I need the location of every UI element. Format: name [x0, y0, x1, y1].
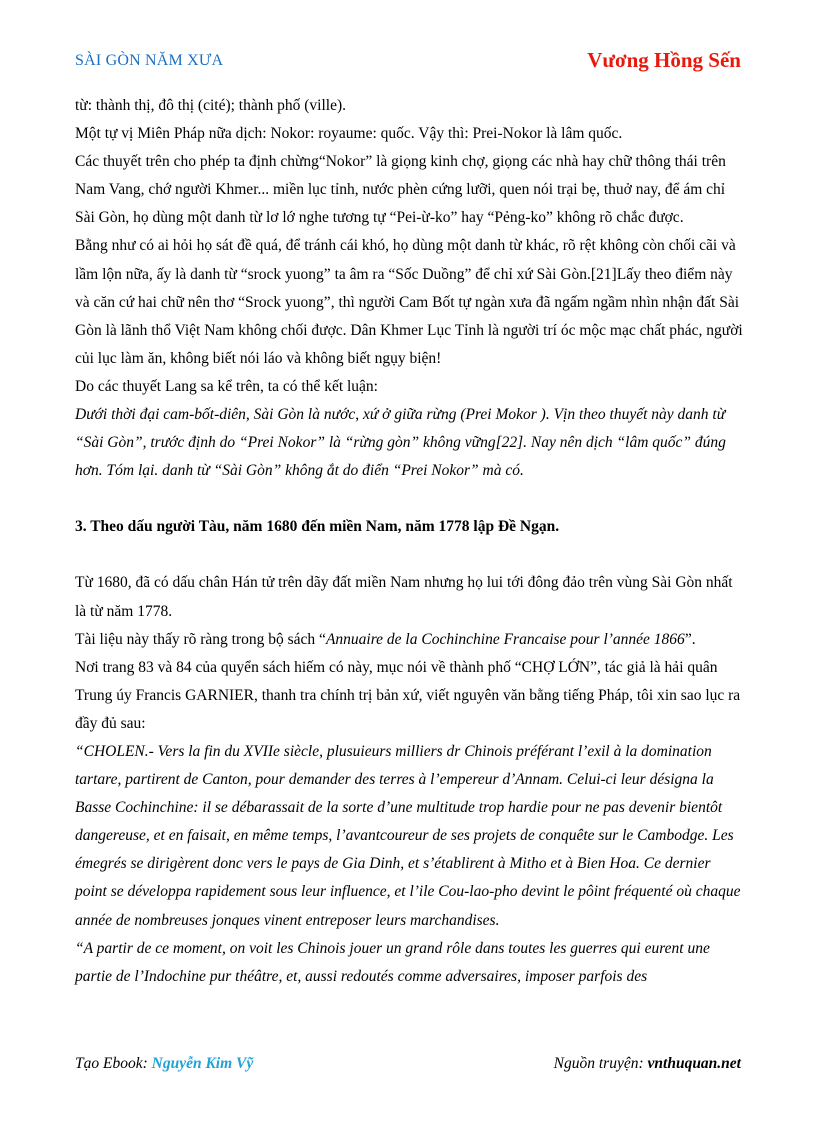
paragraph: Từ 1680, đã có dấu chân Hán tử trên dãy đất miền Nam nhưng họ lui tới đông đảo trên vùng Sài Gòn nhất là từ năm 1778. [75, 574, 733, 620]
running-header-author: Vương Hồng Sến [587, 48, 741, 72]
paragraph-text: ”. [684, 630, 696, 648]
footer-ebook-credit [75, 1055, 253, 1073]
spacer [75, 485, 743, 513]
quoted-paragraph: “A partir de ce moment, on voit les Chinois jouer un grand rôle dans toutes les guerres qui eurent une partie de l’Indochine pur théâtre, et, aussi redoutés comme adversaires, imposer parfois des [75, 939, 710, 985]
footer-ebook-name: Nguyễn Kim Vỹ [151, 1055, 254, 1072]
paragraph: Do các thuyết Lang sa kể trên, ta có thể kết luận: [75, 377, 378, 395]
footer-source-site[interactable]: vnthuquan.net [647, 1055, 741, 1072]
paragraph: từ: thành thị, đô thị (cité); thành phố (ville). [75, 97, 346, 114]
paragraph-text: Tài liệu này thấy rõ ràng trong bộ sách “ [75, 630, 326, 648]
page-body [75, 92, 743, 991]
paragraph: Nơi trang 83 và 84 của quyển sách hiếm có này, mục nói về thành phố “CHỢ LỚN”, tác giả là hải quân Trung úy Francis GARNIER, thanh tra chính trị bản xứ, viết nguyên văn bằng tiếng Pháp, tôi xin sao lục ra đầy đủ sau: [75, 658, 741, 732]
footer-separator: : [142, 1055, 152, 1072]
section-heading: 3. Theo dấu người Tàu, năm 1680 đến miền Nam, năm 1778 lập Đề Ngạn. [75, 518, 560, 536]
book-title: Annuaire de la Cochinchine Francaise pour l’année 1866 [325, 630, 685, 648]
paragraph [75, 626, 743, 654]
paragraph: Các thuyết trên cho phép ta định chừng“Nokor” là giọng kinh chợ, giọng các nhà hay chữ thông thái trên Nam Vang, chớ người Khmer... miền lục tỉnh, nước phèn cứng lưỡi, quen nói trại bẹ, thuở nay, để ám chỉ Sài Gòn, họ dùng một danh từ lơ lớ nghe tương tự “Pei-ừ-ko” hay “Pẻng-ko” không rõ chắc được. [75, 153, 726, 227]
footer-separator: : [638, 1055, 648, 1072]
paragraph: Bằng như có ai hỏi họ sát đề quá, để tránh cái khó, họ dùng một danh từ khác, rõ rệt không còn chối cãi và lầm lộn nữa, ấy là danh từ “srock yuong” ta âm ra “Sốc Duồng” để chỉ xứ Sài Gòn.[21]Lấy theo điểm này và căn cứ hai chữ nên thơ “Srock yuong”, thì người Cam Bốt tự ngàn xưa đã ngấm ngầm nhìn nhận đất Sài Gòn là lãnh thổ Việt Nam không chối được. Dân Khmer Lục Tỉnh là người trí óc mộc mạc chất phác, người củi lục làm ăn, không biết nói láo và không biết ngụy biện! [75, 237, 743, 367]
quoted-paragraph: “CHOLEN.- Vers la fin du XVIIe siècle, plusuieurs milliers dr Chinois préférant l’exil à la domination tartare, partirent de Canton, pour demander des terres à l’empereur d’Annam. Celui-ci leur désigna la Basse Cochinchine: il se débarassait de la sorte d’une multitude trop hardie pour ne pas devenir bientôt dangereuse, et en faisait, en même temps, l’avantcoureur de ses projets de conquête sur le Cambodge. Les émegrés se dirigèrent donc vers le pays de Gia Dinh, et s’établirent à Mitho et à Bien Hoa. Ce dernier point se développa rapidement sous leur influence, et l’ile Cou-lao-pho devint le pôint fréquenté où chaque année de nombreuses jonques vinent entreposer leurs marchandises. [75, 742, 741, 929]
footer-source-credit [554, 1055, 741, 1073]
running-header-title: SÀI GÒN NĂM XƯA [75, 52, 224, 69]
spacer [75, 541, 743, 569]
paragraph: Một tự vị Miên Pháp nữa dịch: Nokor: royaume: quốc. Vậy thì: Prei-Nokor là lâm quốc. [75, 125, 623, 143]
footer-source-label: Nguồn truyện [553, 1055, 639, 1072]
italic-paragraph: Dưới thời đại cam-bốt-diên, Sài Gòn là nước, xứ ở giữa rừng (Prei Mokor ). Vịn theo thuyết này danh từ “Sài Gòn”, trước định do “Prei Nokor” là “rừng gòn” không vững[22]. Nay nên dịch “lâm quốc” đúng hơn. Tóm lại. danh từ “Sài Gòn” không ắt do điển “Prei Nokor” mà có. [75, 406, 726, 480]
footer-ebook-label: Tạo Ebook [75, 1055, 143, 1072]
